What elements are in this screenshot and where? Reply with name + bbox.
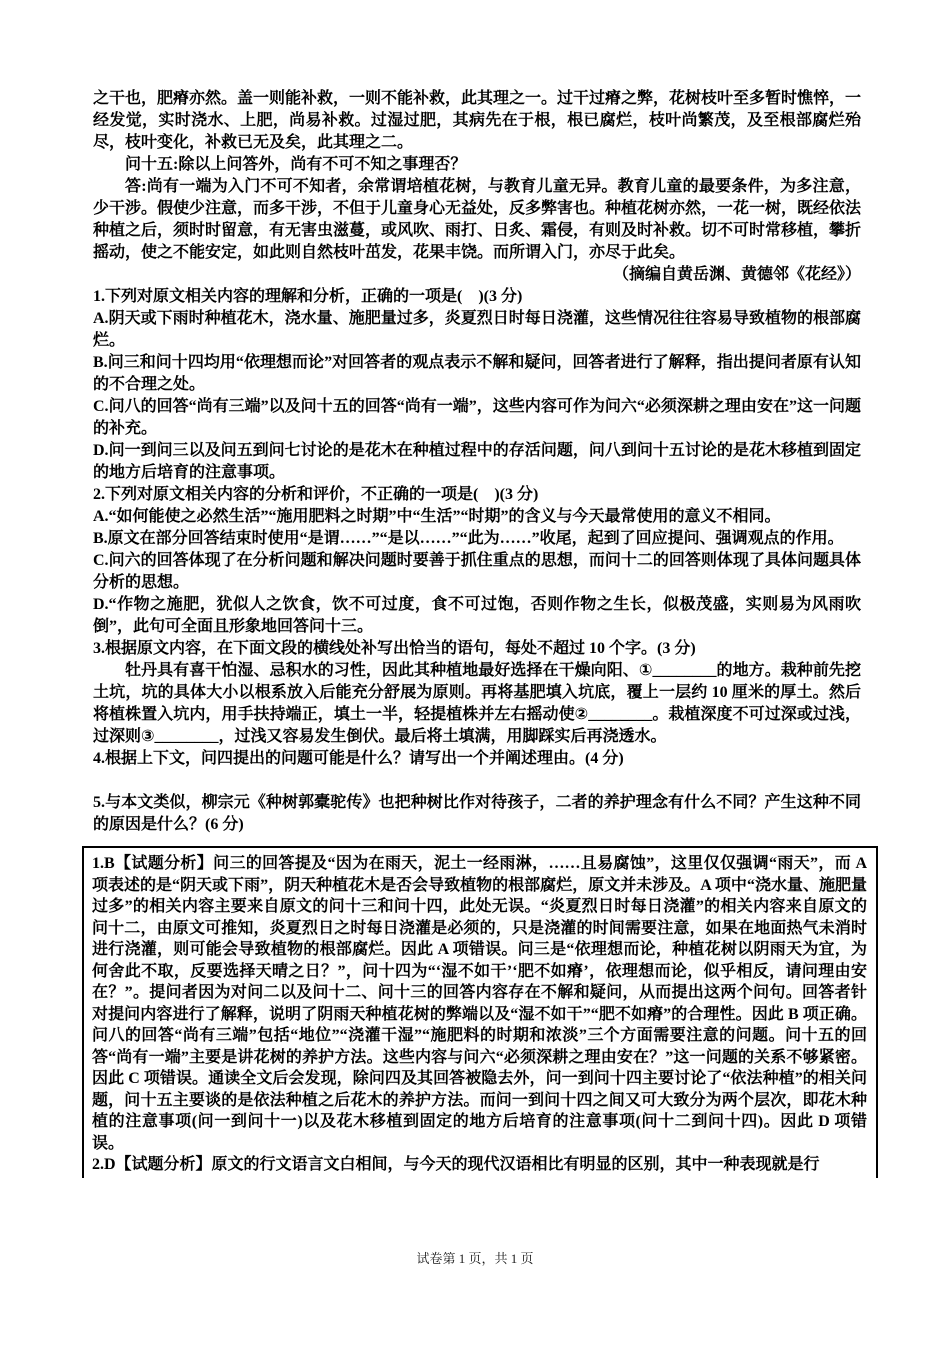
question-5-stem: 5.与本文类似，柳宗元《种树郭橐驼传》也把种树比作对待孩子，二者的养护理念有什么不同？产生这种不同的原因是什么？(6 分) <box>93 794 861 833</box>
analysis-section <box>92 853 867 1176</box>
passage-answer-15: 答:尚有一端为入门不可不知者，余常谓培植花树，与教育儿童无异。教育儿童的最要条件，为多注意，少干涉。假使少注意，而多干涉，不但于儿童身心无益处，反多弊害也。种植花树亦然，一花一树，既经依法种植之后，须时时留意，有无害虫滋蔓，或风吹、雨打、日炙、霜侵，有则及时补救。切不可时常移植，攀折摇动，使之不能安定，如此则自然枝叶茁发，花果丰饶。而所谓入门，亦尽于此矣。 <box>93 178 862 261</box>
question-2-option-b: B.原文在部分回答结束时使用“是谓……”“是以……”“此为……”收尾，起到了回应提问、强调观点的作用。 <box>93 530 844 547</box>
question-2-option-a: A.“如何能使之必然生活”“施用肥料之时期”中“生活”“时期”的含义与今天最常使用的意义不相同。 <box>93 508 781 525</box>
question-3-stem: 3.根据原文内容，在下面文段的横线处补写出恰当的语句，每处不超过 10 个字。(3 分) <box>93 640 696 657</box>
passage-attribution: （摘编自黄岳渊、黄德邻《花经》） <box>612 266 861 283</box>
question-1-option-c: C.问八的回答“尚有三端”以及问十五的回答“尚有一端”，这些内容可作为问六“必须深耕之理由安在”这一问题的补充。 <box>93 398 861 437</box>
question-2-option-d: D.“作物之施肥，犹似人之饮食，饮不可过度，食不可过饱，否则作物之生长，似极茂盛，实则易为风雨吹倒”，此句可全面且形象地回答问十三。 <box>93 596 861 635</box>
question-4-stem: 4.根据上下文，问四提出的问题可能是什么？请写出一个并阐述理由。(4 分) <box>93 750 624 767</box>
questions-section <box>93 286 861 836</box>
passage-section <box>93 88 861 264</box>
question-1-option-b: B.问三和问十四均用“依理想而论”对回答者的观点表示不解和疑问，回答者进行了解释，指出提问者原有认知的不合理之处。 <box>93 354 861 393</box>
question-1-stem: 1.下列对原文相关内容的理解和分析，正确的一项是( )(3 分) <box>93 288 523 305</box>
question-2-stem: 2.下列对原文相关内容的分析和评价，不正确的一项是( )(3 分) <box>93 486 539 503</box>
passage-paragraph-1: 之干也，肥瘠亦然。盖一则能补救，一则不能补救，此其理之一。过干过瘠之弊，花树枝叶至多暂时憔悴，一经发觉，实时浇水、上肥，尚易补救。过湿过肥，其病先在于根，根已腐烂，枝叶尚繁茂，及至根部腐烂殆尽，枝叶变化，补救已无及矣，此其理之二。 <box>93 90 862 151</box>
question-1-option-a: A.阴天或下雨时种植花木，浇水量、施肥量过多，炎夏烈日时每日浇灌，这些情况往往容易导致植物的根部腐烂。 <box>93 310 861 349</box>
question-1-option-d: D.问一到问三以及问五到问七讨论的是花木在种植过程中的存活问题，问八到问十五讨论的是花木移植到固定的地方后培育的注意事项。 <box>93 442 861 481</box>
analysis-item-2: 2.D【试题分析】原文的行文语言文白相间，与今天的现代汉语相比有明显的区别，其中一种表现就是行 <box>92 1156 820 1173</box>
passage-question-15: 问十五:除以上问答外，尚有不可不知之事理否？ <box>125 156 467 173</box>
question-3-passage: 牡丹具有喜干怕湿、忌积水的习性，因此其种植地最好选择在干燥向阳、①________的地方。栽种前先挖土坑，坑的具体大小以根系放入后能充分舒展为原则。再将基肥填入坑底，覆上一层约 10 厘米的厚土。然后将植株置入坑内，用手扶持端正，填土一半，轻提植株并左右摇动使②________。栽植深度不可过深或过浅，过深则③________，过浅又容易发生倒伏。最后将土填满，用脚踩实后再浇透水。 <box>93 662 861 745</box>
analysis-box <box>82 846 878 1178</box>
analysis-item-1: 1.B【试题分析】问三的回答提及“因为在雨天，泥土一经雨淋，……且易腐蚀”，这里仅仅强调“雨天”，而 A 项表述的是“阴天或下雨”，阴天种植花木是否会导致植物的根部腐烂，原文并未涉及。A 项中“浇水量、施肥量过多”的相关内容主要来自原文的问十三和问十四，此处无误。“炎夏烈日时每日浇灌”的相关内容来自原文的问十二，由原文可推知，炎夏烈日之时每日浇灌是必须的，只是浇灌的时间需要注意，如果在地面热气未消时进行浇灌，则可能会导致植物的根部腐烂。因此 A 项错误。问三是“依理想而论，种植花树以阴雨天为宜，为何舍此不取，反要选择天晴之日？”，问十四为“‘湿不如干’‘肥不如瘠’，依理想而论，似乎相反，请问理由安在？”。提问者因为对问二以及问十二、问十三的回答内容存在不解和疑问，从而提出这两个问句。回答者针对提问内容进行了解释，说明了阴雨天种植花树的弊端以及“湿不如干”“肥不如瘠”的合理性。因此 B 项正确。问八的回答“尚有三端”包括“地位”“浇灌干湿”“施肥料的时期和浓淡”三个方面需要注意的问题。问十五的回答“尚有一端”主要是讲花树的养护方法。这些内容与问六“必须深耕之理由安在？”这一问题的关系不够紧密。因此 C 项错误。通读全文后会发现，除问四及其回答被隐去外，问一到问十四主要讨论了“依法种植”的相关问题，问十五主要谈的是依法种植之后花木的养护方法。而问一到问十四之间又可大致分为两个层次，即花木种植的注意事项(问一到问十一)以及花木移植到固定的地方后培育的注意事项(问十二到问十四)。因此 D 项错误。 <box>92 855 867 1152</box>
question-2-option-c: C.问六的回答体现了在分析问题和解决问题时要善于抓住重点的思想，而问十二的回答则体现了具体问题具体分析的思想。 <box>93 552 861 591</box>
page-footer: 试卷第 1 页，共 1 页 <box>416 1251 534 1266</box>
